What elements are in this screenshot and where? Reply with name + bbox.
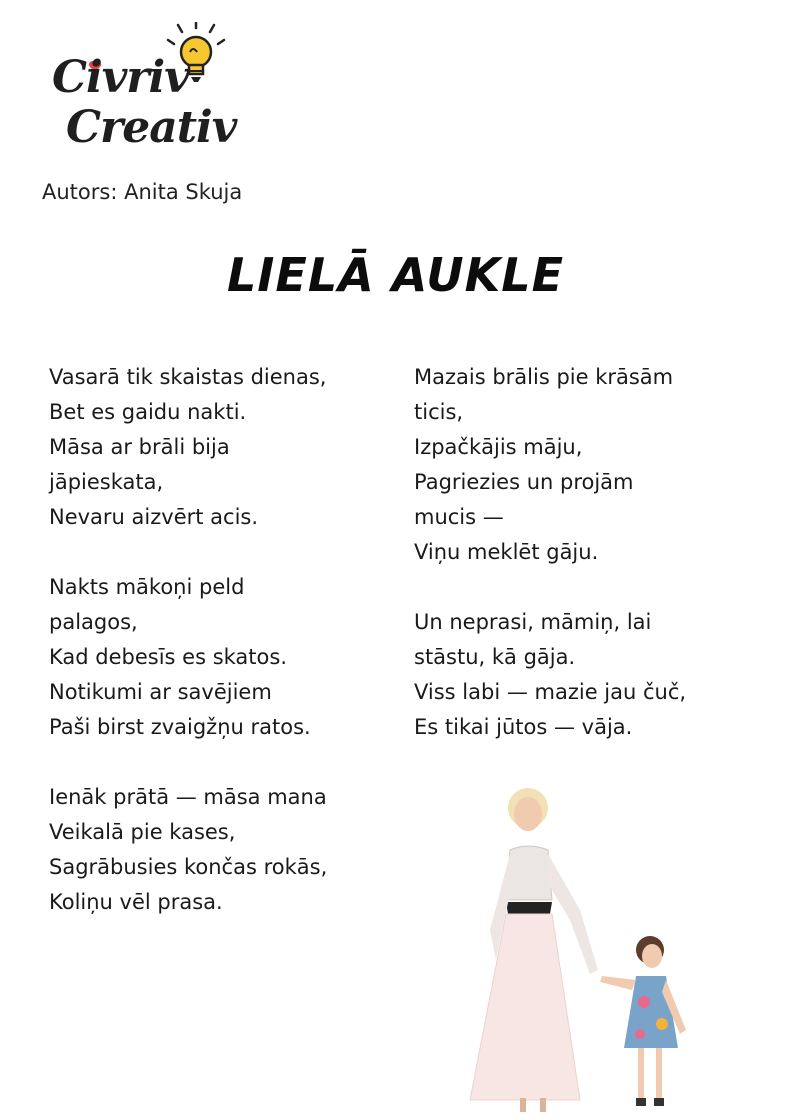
poem-title: LIELĀ AUKLE: [226, 248, 565, 302]
poem-line: Veikalā pie kases,: [49, 820, 236, 844]
poem-line: Izpačkājis māju,: [414, 435, 583, 459]
photo-mother-and-daughter: [440, 780, 730, 1120]
stanza: [414, 605, 759, 745]
poem-line: palagos,: [49, 610, 138, 634]
poem-line: Nakts mākoņi peld: [49, 575, 245, 599]
poem-line: Vasarā tik skaistas dienas,: [49, 365, 327, 389]
poem-line: Paši birst zvaigžņu ratos.: [49, 715, 311, 739]
logo: [48, 22, 238, 162]
stanza: [49, 360, 394, 535]
poem-line: Koliņu vēl prasa.: [49, 890, 223, 914]
poem-line: Sagrābusies končas rokās,: [49, 855, 328, 879]
poem-line: mucis —: [414, 505, 504, 529]
stanza: [49, 570, 394, 745]
poem-line: Es tikai jūtos — vāja.: [414, 715, 633, 739]
poem-line: Un neprasi, māmiņ, lai: [414, 610, 652, 634]
poem-line: Māsa ar brāli bija: [49, 435, 230, 459]
logo-text-line1: Civriv: [52, 52, 189, 103]
stanza: [414, 360, 759, 570]
poem-line: Bet es gaidu nakti.: [49, 400, 247, 424]
poem-line: Kad debesīs es skatos.: [49, 645, 288, 669]
poem-column-left: [49, 360, 394, 955]
poem-line: Notikumi ar savējiem: [49, 680, 272, 704]
logo-text-line2: Creativ: [66, 102, 237, 153]
poem-column-right: [414, 360, 759, 780]
author-line: Autors: Anita Skuja: [42, 180, 243, 204]
poem-line: Nevaru aizvērt acis.: [49, 505, 259, 529]
poem-line: Viss labi — mazie jau čuč,: [414, 680, 687, 704]
poem-line: Viņu meklēt gāju.: [414, 540, 599, 564]
poem-line: Pagriezies un projām: [414, 470, 634, 494]
poem-line: Ienāk prātā — māsa mana: [49, 785, 327, 809]
poem-line: Mazais brālis pie krāsām: [414, 365, 674, 389]
poem-line: ticis,: [414, 400, 464, 424]
poem-line: stāstu, kā gāja.: [414, 645, 576, 669]
poem-line: jāpieskata,: [49, 470, 164, 494]
stanza: [49, 780, 394, 920]
